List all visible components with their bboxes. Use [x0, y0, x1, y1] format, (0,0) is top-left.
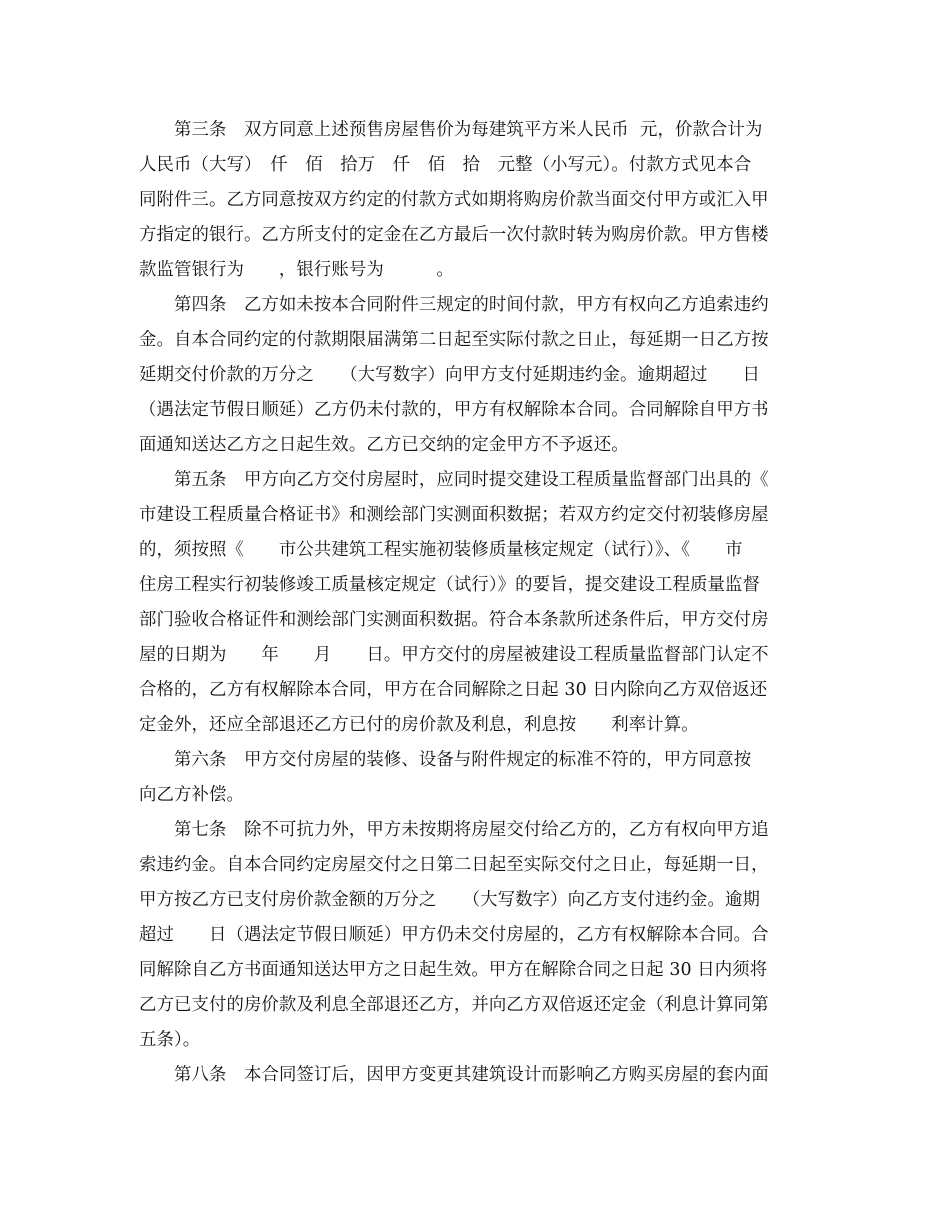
text-line: 第八条 本合同签订后，因甲方变更其建筑设计而影响乙方购买房屋的套内面	[174, 1065, 769, 1085]
text-line: 第五条 甲方向乙方交付房屋时，应同时提交建设工程质量监督部门出具的《	[174, 470, 769, 490]
text-line: 同附件三。乙方同意按双方约定的付款方式如期将购房价款当面交付甲方或汇入甲	[139, 190, 769, 210]
text-line: 超过 日（遇法定节假日顺延）甲方仍未交付房屋的，乙方有权解除本合同。合	[139, 925, 769, 945]
text-line: 索违约金。自本合同约定房屋交付之日第二日起至实际交付之日止，每延期一日，	[139, 855, 769, 875]
text-line: （遇法定节假日顺延）乙方仍未付款的，甲方有权解除本合同。合同解除自甲方书	[139, 400, 769, 420]
text-line: 方指定的银行。乙方所支付的定金在乙方最后一次付款时转为购房价款。甲方售楼	[139, 225, 769, 245]
text-line: 甲方按乙方已支付房价款金额的万分之 （大写数字）向乙方支付违约金。逾期	[139, 890, 760, 910]
text-line: 部门验收合格证件和测绘部门实测面积数据。符合本条款所述条件后，甲方交付房	[139, 610, 769, 630]
text-line: 金。自本合同约定的付款期限届满第二日起至实际付款之日止，每延期一日乙方按	[139, 330, 769, 350]
text-line: 面通知送达乙方之日起生效。乙方已交纳的定金甲方不予返还。	[139, 435, 629, 455]
text-line: 住房工程实行初装修竣工质量核定规定（试行）》的要旨，提交建设工程质量监督	[139, 575, 760, 595]
text-line: 的，须按照《 市公共建筑工程实施初装修质量核定规定（试行）》、《 市	[139, 540, 743, 560]
text-line: 市建设工程质量合格证书》和测绘部门实测面积数据；若双方约定交付初装修房屋	[139, 505, 769, 525]
text-line: 人民币（大写） 仟 佰 拾万 仟 佰 拾 元整（小写元）。付款方式见本合	[139, 155, 752, 175]
text-line: 定金外，还应全部退还乙方已付的房价款及利息，利息按 利率计算。	[139, 715, 699, 735]
text-line: 第四条 乙方如未按本合同附件三规定的时间付款，甲方有权向乙方追索违约	[174, 295, 769, 315]
text-line: 屋的日期为 年 月 日。甲方交付的房屋被建设工程质量监督部门认定不	[139, 645, 769, 665]
text-line: 同解除自乙方书面通知送达甲方之日起生效。甲方在解除合同之日起 30 日内须将	[139, 960, 768, 980]
text-line: 乙方已支付的房价款及利息全部退还乙方，并向乙方双倍返还定金（利息计算同第	[139, 995, 769, 1015]
text-line: 五条）。	[139, 1030, 201, 1050]
text-line: 合格的，乙方有权解除本合同，甲方在合同解除之日起 30 日内除向乙方双倍返还	[139, 680, 768, 700]
text-line: 向乙方补偿。	[139, 785, 244, 805]
text-line: 第三条 双方同意上述预售房屋售价为每建筑平方米人民币 元，价款合计为	[174, 120, 763, 140]
text-line: 款监管银行为 ，银行账号为 。	[139, 260, 454, 280]
text-line: 延期交付价款的万分之 （大写数字）向甲方支付延期违约金。逾期超过 日	[139, 365, 760, 385]
text-line: 第六条 甲方交付房屋的装修、设备与附件规定的标准不符的，甲方同意按	[174, 750, 752, 770]
text-line: 第七条 除不可抗力外，甲方未按期将房屋交付给乙方的，乙方有权向甲方追	[174, 820, 769, 840]
